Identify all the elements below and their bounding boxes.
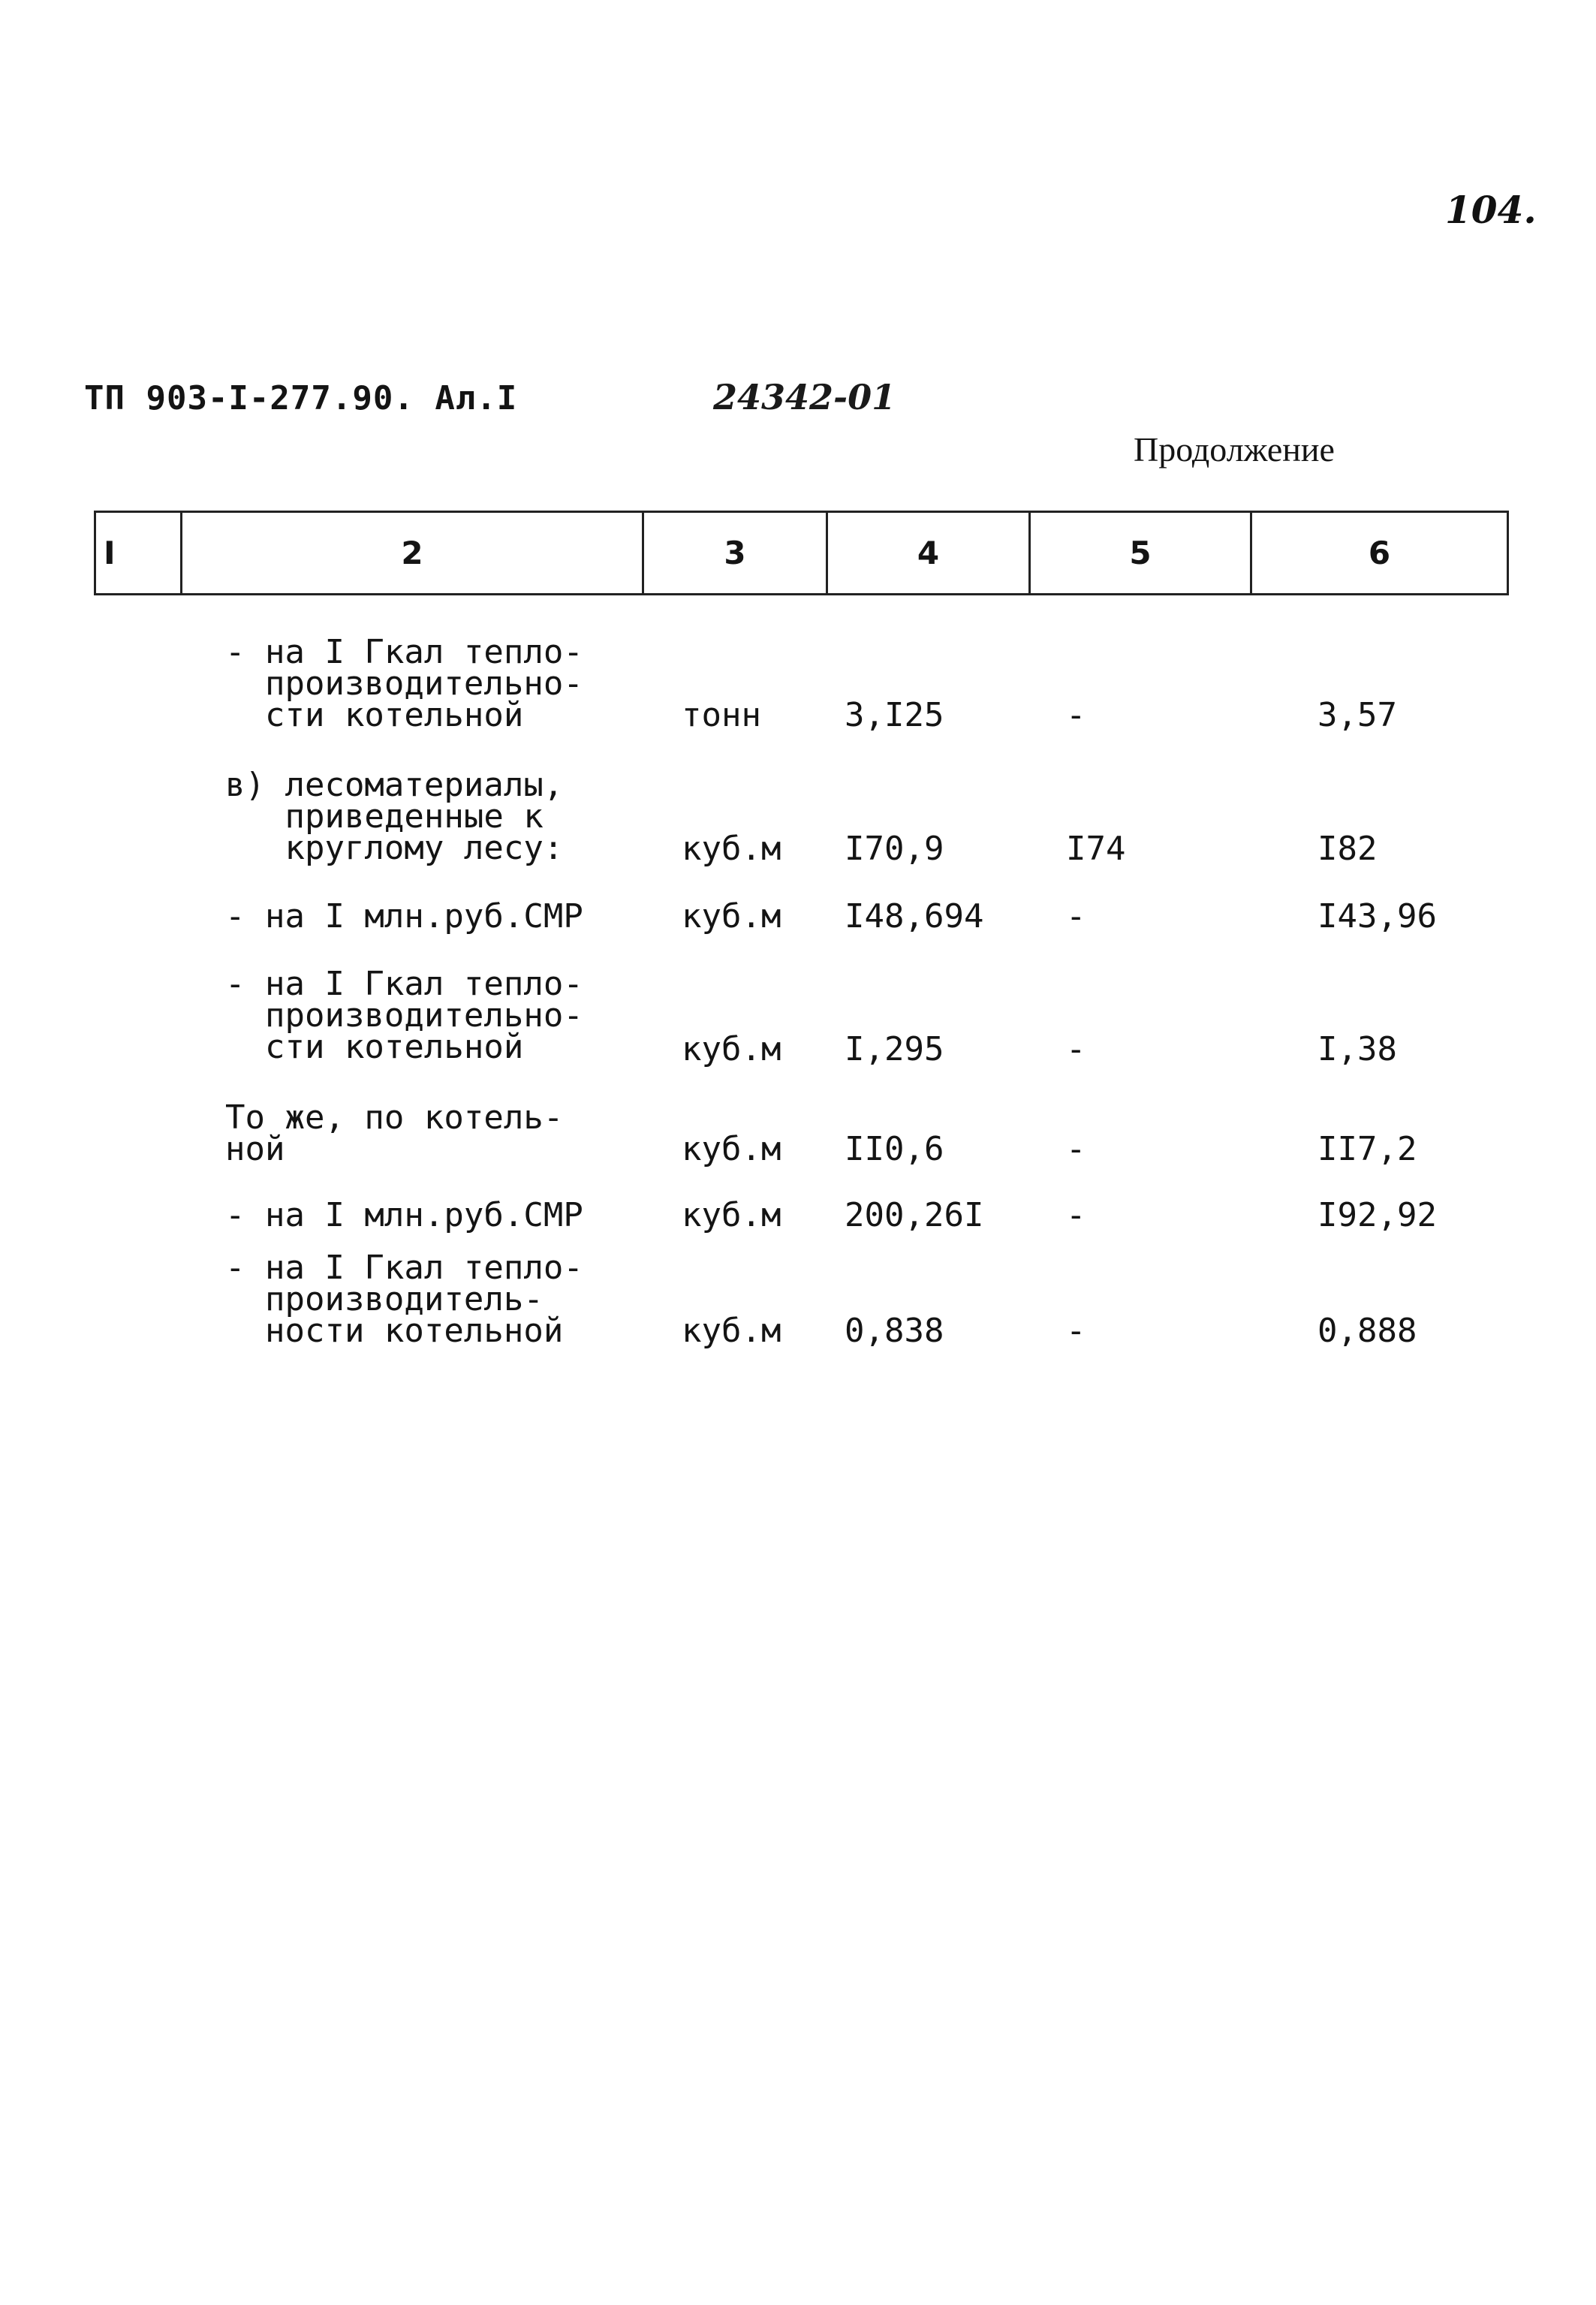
row-value-col6: II7,2 bbox=[1317, 1130, 1417, 1168]
continuation-label: Продолжение bbox=[1134, 430, 1335, 469]
row-value-col5: - bbox=[1066, 1030, 1086, 1068]
row-value-col4: I,295 bbox=[845, 1030, 944, 1068]
header-cell-1: I bbox=[104, 535, 116, 571]
row-value-col4: I70,9 bbox=[845, 830, 944, 868]
row-description: - на I Гкал тепло- производительно- сти котельной bbox=[225, 633, 583, 734]
row-description: - на I млн.руб.СМР bbox=[225, 1196, 583, 1234]
row-value-col4: 0,838 bbox=[845, 1312, 944, 1350]
row-unit: тонн bbox=[682, 696, 761, 734]
header-cell-6: 6 bbox=[1368, 535, 1391, 571]
document-code: ТП 903-I-277.90. Ал.I bbox=[84, 379, 518, 417]
row-description: - на I млн.руб.СМР bbox=[225, 897, 583, 936]
row-unit: куб.м bbox=[682, 1030, 781, 1068]
row-value-col5: - bbox=[1066, 1130, 1086, 1168]
row-unit: куб.м bbox=[682, 830, 781, 868]
row-unit: куб.м bbox=[682, 897, 781, 936]
row-description: То же, по котель- ной bbox=[225, 1098, 564, 1168]
header-cell-4: 4 bbox=[917, 535, 940, 571]
document-number: 24342-01 bbox=[713, 377, 896, 417]
row-value-col5: - bbox=[1066, 1196, 1086, 1234]
row-value-col4: II0,6 bbox=[845, 1130, 944, 1168]
row-value-col5: - bbox=[1066, 696, 1086, 734]
row-value-col4: I48,694 bbox=[845, 897, 984, 936]
row-value-col4: 200,26I bbox=[845, 1196, 984, 1234]
header-cell-5: 5 bbox=[1129, 535, 1152, 571]
row-unit: куб.м bbox=[682, 1196, 781, 1234]
row-value-col6: I92,92 bbox=[1317, 1196, 1437, 1234]
row-value-col6: 0,888 bbox=[1317, 1312, 1417, 1350]
header-cell-2: 2 bbox=[401, 535, 423, 571]
column-divider bbox=[1507, 511, 1509, 594]
row-value-col6: 3,57 bbox=[1317, 696, 1397, 734]
header-cell-3: 3 bbox=[724, 535, 746, 571]
row-unit: куб.м bbox=[682, 1130, 781, 1168]
row-value-col5: - bbox=[1066, 1312, 1086, 1350]
row-value-col5: I74 bbox=[1066, 830, 1126, 868]
row-description: - на I Гкал тепло- производитель- ности котельной bbox=[225, 1249, 583, 1350]
row-unit: куб.м bbox=[682, 1312, 781, 1350]
table-header bbox=[94, 511, 1509, 595]
row-value-col6: I43,96 bbox=[1317, 897, 1437, 936]
row-description: в) лесоматериалы, приведенные к круглому лесу: bbox=[225, 766, 564, 867]
page-number: 104. bbox=[1445, 188, 1537, 232]
row-value-col6: I,38 bbox=[1317, 1030, 1397, 1068]
row-value-col6: I82 bbox=[1317, 830, 1378, 868]
row-description: - на I Гкал тепло- производительно- сти котельной bbox=[225, 965, 583, 1066]
row-value-col5: - bbox=[1066, 897, 1086, 936]
row-value-col4: 3,I25 bbox=[845, 696, 944, 734]
